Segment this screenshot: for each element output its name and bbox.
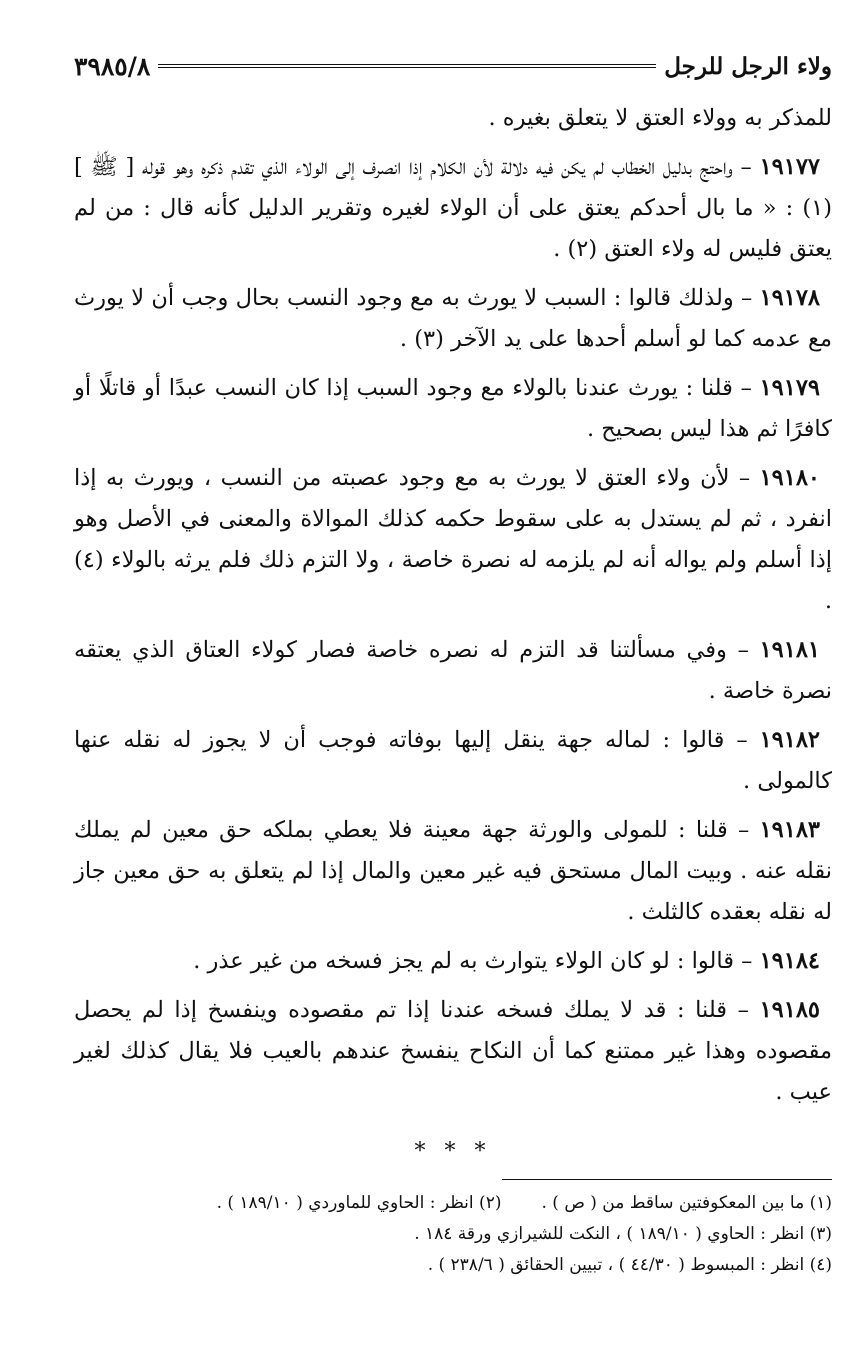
footnote: (٢) انظر : الحاوي للماوردي ( ١٨٩/١٠ ) . — [216, 1193, 502, 1213]
page-number: ٣٩٨٥/٨ — [74, 51, 151, 81]
paragraph — [74, 98, 832, 139]
paragraph-number: ١٩١٧٩ — [759, 375, 820, 401]
header-rule — [158, 64, 656, 68]
paragraph-number: ١٩١٨٢ — [759, 727, 820, 753]
running-header — [74, 40, 832, 92]
paragraph-text: – ولذلك قالوا : السبب لا يورث به مع وجود النسب بحال وجب أن لا يورث مع عدمه كما لو أسلم أحدها على يد الآخر (٣) . — [74, 285, 832, 352]
paragraph — [74, 458, 832, 622]
paragraph-text: للمذكر به وولاء العتق لا يتعلق بغيره . — [488, 105, 832, 131]
paragraph-text: – لأن ولاء العتق لا يورث به مع وجود عصبته من النسب ، ويورث به إذا انفرد ، ثم لم يستدل به على سقوط حكمه كذلك الموالاة والمعنى في الأصل وهو إذا أسلم ولم يواله أنه لم يلزمه له نصرة خاصة ، ولا التزم ذلك فلم يرثه بالولاء (٤) . — [74, 465, 832, 614]
paragraph — [74, 147, 832, 270]
footnote: (٣) انظر : الحاوي ( ١٨٩/١٠ ) ، النكت للشيرازي ورقة ١٨٤ . — [414, 1224, 832, 1244]
footnote-line — [74, 1219, 832, 1250]
paragraph-text: – قلنا : للمولى والورثة جهة معينة فلا يعطي بملكه حق معين لم يملك نقله عنه . وبيت المال مستحق فيه غير معين والمال إذا لم يتعلق به حق معين جاز له نقله بعقده كالثلث . — [74, 817, 832, 925]
section-separator: * * * — [414, 1139, 492, 1164]
paragraph-number: ١٩١٨٤ — [759, 948, 820, 974]
paragraph-text: – قالوا : لماله جهة ينقل إليها بوفاته فوجب أن لا يجوز له نقله عنها كالمولى . — [74, 727, 832, 794]
paragraph-text: – قالوا : لو كان الولاء يتوارث به لم يجز فسخه من غير عذر . — [193, 948, 760, 974]
paragraph-number: ١٩١٨٥ — [759, 997, 820, 1023]
paragraph-number: ١٩١٨٠ — [759, 465, 820, 491]
paragraph-number: ١٩١٧٨ — [759, 285, 820, 311]
footnote-line — [74, 1188, 832, 1219]
paragraph-text: – قلنا : يورث عندنا بالولاء مع وجود السبب إذا كان النسب عبدًا أو قاتلًا أو كافرًا ثم هذا ليس بصحيح . — [74, 375, 832, 442]
paragraph — [74, 278, 832, 360]
paragraph-number: ١٩١٨٣ — [759, 817, 820, 843]
paragraph — [74, 368, 832, 450]
paragraph-text: – واحتج بدليل الخطاب لم يكن فيه دلالة لأن الكلام إذا انصرف إلى الولاء الذي تقدم ذكره وهو قوله [ ﷺ ] (١) : « ما بال أحدكم يعتق على أن الولاء لغيره وتقرير الدليل كأنه قال : من لم يعتق فليس له ولاء العتق (٢) . — [74, 154, 832, 262]
paragraph — [74, 720, 832, 802]
chapter-title: ولاء الرجل للرجل — [664, 52, 832, 80]
footnotes — [74, 1188, 832, 1281]
paragraph-number: ١٩١٨١ — [759, 637, 820, 663]
paragraph-number: ١٩١٧٧ — [759, 154, 820, 180]
footnote-rule — [502, 1179, 832, 1180]
book-page — [74, 40, 832, 1281]
footnote: (١) ما بين المعكوفتين ساقط من ( ص ) . — [541, 1193, 832, 1213]
footnote: (٤) انظر : المبسوط ( ٤٤/٣٠ ) ، تبيين الحقائق ( ٢٣٨/٦ ) . — [427, 1255, 832, 1275]
paragraph — [74, 810, 832, 933]
paragraph-text: – وفي مسألتنا قد التزم له نصره خاصة فصار كولاء العتاق الذي يعتقه نصرة خاصة . — [74, 637, 832, 704]
footnote-line — [74, 1250, 832, 1281]
paragraph — [74, 990, 832, 1113]
body-text — [74, 98, 832, 1113]
paragraph — [74, 941, 832, 982]
paragraph — [74, 630, 832, 712]
paragraph-text: – قلنا : قد لا يملك فسخه عندنا إذا تم مقصوده وينفسخ إذا لم يحصل مقصوده وهذا غير ممتنع كما أن النكاح ينفسخ عندهم بالعيب فلا يقال كذلك لغير عيب . — [74, 997, 832, 1105]
